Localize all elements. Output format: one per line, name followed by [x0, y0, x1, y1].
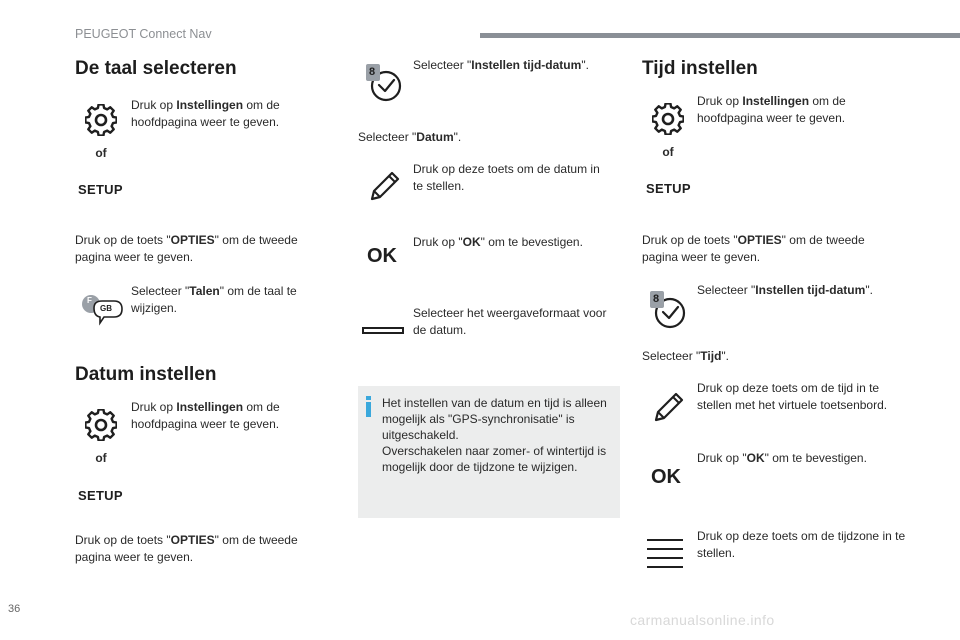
pencil-icon — [648, 387, 688, 427]
settings-gear-icon — [652, 103, 684, 135]
setup-label: SETUP — [78, 182, 123, 197]
format-bar-icon — [362, 327, 404, 334]
step-text: Selecteer "Instellen tijd-datum". — [413, 58, 589, 72]
ok-label: OK — [367, 245, 397, 267]
info-icon — [366, 396, 371, 417]
step-text: Druk op Instellingen om de hoofdpagina weer te geven. — [697, 94, 846, 125]
step-text: Selecteer het weergaveformaat voor de datum. — [413, 306, 607, 337]
section-title-language: De taal selecteren — [75, 58, 237, 79]
step-text: Selecteer "Tijd". — [642, 349, 730, 363]
step-text: Druk op de toets "OPTIES" om de tweede pagina weer te geven. — [75, 233, 298, 264]
or-label: of — [662, 145, 674, 159]
ok-label: OK — [651, 466, 681, 488]
menu-lines-icon — [647, 539, 683, 569]
or-label: of — [95, 451, 107, 465]
clock-check-icon: 8 — [364, 62, 404, 102]
step-text: Druk op de toets "OPTIES" om de tweede pagina weer te geven. — [75, 533, 298, 564]
header-bar — [480, 33, 960, 38]
or-label: of — [95, 146, 107, 160]
page-number: 36 — [8, 603, 21, 615]
step-text: Druk op deze toets om de datum in te stellen. — [413, 162, 600, 193]
language-bubble-icon: F GB — [80, 292, 124, 328]
step-text: Selecteer "Datum". — [358, 130, 462, 144]
pencil-icon — [364, 166, 404, 206]
step-text: Selecteer "Instellen tijd-datum". — [697, 283, 873, 297]
step-text: Druk op deze toets om de tijdzone in te stellen. — [697, 529, 906, 560]
step-text: Druk op deze toets om de tijd in te stellen met het virtuele toetsenbord. — [697, 381, 888, 412]
setup-label: SETUP — [78, 488, 123, 503]
section-title-time: Tijd instellen — [642, 58, 758, 79]
section-title-date: Datum instellen — [75, 364, 217, 385]
info-note-text: Het instellen van de datum en tijd is alleen mogelijk als "GPS-synchronisatie" is uitgeschakeld. Overschakelen naar zomer- of wintertijd is mogelijk door de tijdzone te wijzigen. — [382, 396, 607, 474]
step-text: Selecteer "Talen" om de taal te wijzigen. — [131, 284, 297, 315]
step-text: Druk op Instellingen om de hoofdpagina weer te geven. — [131, 400, 280, 431]
clock-check-icon: 8 — [648, 289, 688, 329]
settings-gear-icon — [85, 409, 117, 441]
settings-gear-icon — [85, 104, 117, 136]
step-text: Druk op "OK" om te bevestigen. — [697, 451, 867, 465]
header-title: PEUGEOT Connect Nav — [75, 27, 212, 41]
watermark-url: carmanualsonline.info — [630, 612, 775, 628]
step-text: Druk op de toets "OPTIES" om de tweede pagina weer te geven. — [642, 233, 865, 264]
step-text: Druk op Instellingen om de hoofdpagina weer te geven. — [131, 98, 280, 129]
step-text: Druk op "OK" om te bevestigen. — [413, 235, 583, 249]
setup-label: SETUP — [646, 181, 691, 196]
